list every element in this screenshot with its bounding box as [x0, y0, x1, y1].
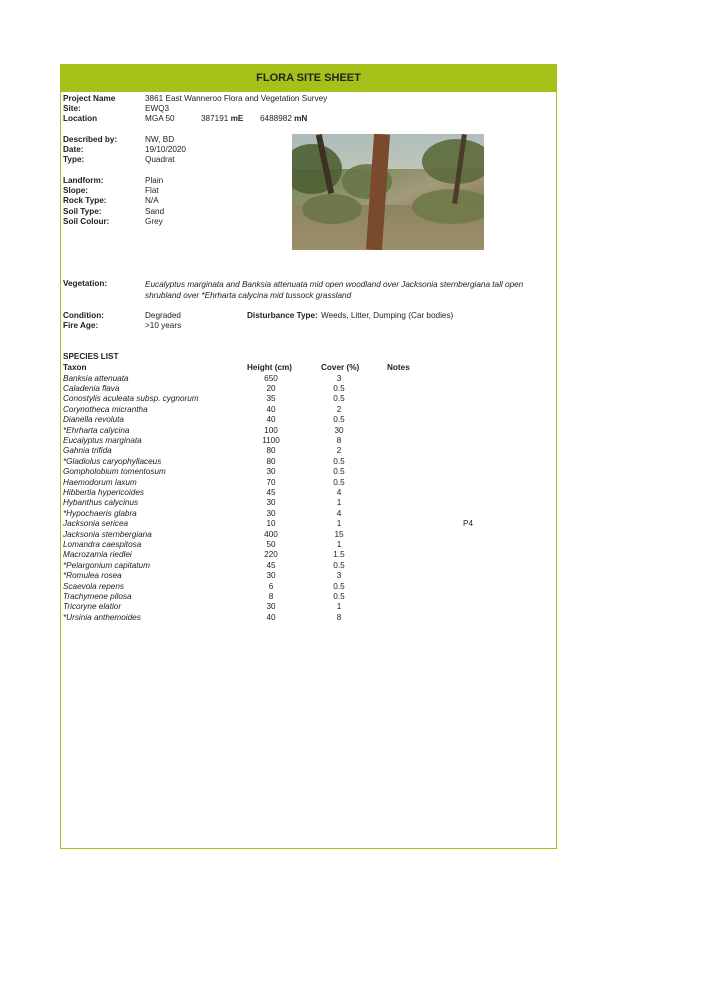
- taxon-cell: Tricoryne elatior: [63, 602, 122, 612]
- height-cell: 20: [266, 383, 276, 393]
- table-row: [61, 467, 556, 477]
- table-row: [61, 613, 556, 623]
- taxon-cell: Gompholobium tomentosum: [63, 467, 166, 477]
- described-by-label: Described by:: [63, 135, 118, 144]
- cover-cell: 2: [336, 404, 342, 414]
- height-cell: 80: [266, 446, 276, 456]
- cover-cell: 0.5: [333, 591, 345, 601]
- taxon-cell: Scaevola repens: [63, 581, 124, 591]
- table-row: [61, 519, 556, 529]
- date-label: Date:: [63, 145, 84, 154]
- height-cell: 35: [266, 394, 276, 404]
- taxon-cell: Banksia attenuata: [63, 373, 129, 383]
- cover-cell: 30: [334, 425, 344, 435]
- height-cell: 30: [266, 602, 276, 612]
- condition-label: Condition:: [63, 311, 104, 320]
- table-row: [61, 498, 556, 508]
- height-cell: 6: [268, 581, 274, 591]
- table-row: [61, 592, 556, 602]
- height-cell: 50: [266, 539, 276, 549]
- slope-value: Flat: [145, 186, 159, 195]
- slope-label: Slope:: [63, 186, 89, 195]
- cover-cell: 3: [336, 373, 342, 383]
- sheet-title: FLORA SITE SHEET: [61, 65, 556, 92]
- taxon-cell: Conostylis aculeata subsp. cygnorum: [63, 394, 199, 404]
- height-cell: 40: [266, 612, 276, 622]
- type-value: Quadrat: [145, 155, 175, 164]
- cover-cell: 1.5: [333, 550, 345, 560]
- taxon-cell: Lomandra caespitosa: [63, 539, 142, 549]
- cover-cell: 0.5: [333, 394, 345, 404]
- northing: 6488982 mN: [260, 114, 308, 123]
- cover-cell: 0.5: [333, 560, 345, 570]
- cover-cell: 2: [336, 446, 342, 456]
- height-cell: 45: [266, 487, 276, 497]
- project-name-label: Project Name: [63, 94, 116, 103]
- height-cell: 30: [266, 467, 276, 477]
- vegetation-description: Eucalyptus marginata and Banksia attenuata mid open woodland over Jacksonia sternbergiana tall open shrubland over *Ehrharta calycina mid tussock grassland: [145, 280, 524, 300]
- taxon-cell: *Gladiolus caryophyllaceus: [63, 456, 162, 466]
- table-row: [61, 530, 556, 540]
- soil-type-label: Soil Type:: [63, 207, 102, 216]
- notes-cell: P4: [463, 519, 474, 529]
- taxon-cell: Trachymene pilosa: [63, 591, 132, 601]
- cover-cell: 0.5: [333, 383, 345, 393]
- taxon-cell: Jacksonia sericea: [63, 519, 129, 529]
- site-photo: [292, 134, 484, 250]
- height-cell: 30: [266, 498, 276, 508]
- table-row: [61, 446, 556, 456]
- height-cell: 30: [266, 571, 276, 581]
- disturbance-value: Weeds, Litter, Dumping (Car bodies): [321, 311, 454, 320]
- col-height: Height (cm): [247, 363, 293, 372]
- vegetation-label: Vegetation:: [63, 279, 108, 288]
- easting: 387191 mE: [201, 114, 244, 123]
- cover-cell: 0.5: [333, 477, 345, 487]
- height-cell: 650: [264, 373, 278, 383]
- col-notes: Notes: [387, 363, 410, 372]
- col-cover: Cover (%): [321, 363, 360, 372]
- cover-cell: 0.5: [333, 581, 345, 591]
- table-row: [61, 478, 556, 488]
- height-cell: 100: [264, 425, 278, 435]
- site-value: EWQ3: [145, 104, 170, 113]
- height-cell: 40: [266, 404, 276, 414]
- soil-colour-label: Soil Colour:: [63, 217, 110, 226]
- location-label: Location: [63, 114, 98, 123]
- rock-type-label: Rock Type:: [63, 196, 107, 205]
- location-zone: MGA 50: [145, 114, 175, 123]
- condition-value: Degraded: [145, 311, 181, 320]
- table-row: [61, 405, 556, 415]
- table-row: [61, 509, 556, 519]
- date-value: 19/10/2020: [145, 145, 186, 154]
- table-row: [61, 374, 556, 384]
- table-row: [61, 540, 556, 550]
- table-row: [61, 457, 556, 467]
- taxon-cell: *Ehrharta calycina: [63, 425, 130, 435]
- taxon-cell: Hybanthus calycinus: [63, 498, 139, 508]
- taxon-cell: Corynotheca micrantha: [63, 404, 148, 414]
- height-cell: 30: [266, 508, 276, 518]
- cover-cell: 1: [336, 602, 342, 612]
- taxon-cell: Macrozamia riedlei: [63, 550, 132, 560]
- taxon-cell: Caladenia flava: [63, 383, 120, 393]
- taxon-cell: Gahnia trifida: [63, 446, 112, 456]
- taxon-cell: *Romulea rosea: [63, 571, 122, 581]
- landform-label: Landform:: [63, 176, 104, 185]
- taxon-cell: Eucalyptus marginata: [63, 435, 142, 445]
- taxon-cell: *Hypochaeris glabra: [63, 508, 137, 518]
- taxon-cell: Dianella revoluta: [63, 415, 124, 425]
- project-name: 3861 East Wanneroo Flora and Vegetation Survey: [145, 94, 328, 103]
- cover-cell: 0.5: [333, 467, 345, 477]
- table-row: [61, 384, 556, 394]
- height-cell: 400: [264, 529, 278, 539]
- height-cell: 10: [266, 519, 276, 529]
- taxon-cell: *Ursinia anthemoides: [63, 612, 141, 622]
- height-cell: 45: [266, 560, 276, 570]
- cover-cell: 1: [336, 519, 342, 529]
- table-row: [61, 415, 556, 425]
- rock-type-value: N/A: [145, 196, 159, 205]
- table-row: [61, 571, 556, 581]
- height-cell: 1100: [262, 435, 280, 445]
- taxon-cell: Haemodorum laxum: [63, 477, 137, 487]
- height-cell: 70: [266, 477, 276, 487]
- height-cell: 40: [266, 415, 276, 425]
- cover-cell: 15: [334, 529, 344, 539]
- cover-cell: 8: [336, 435, 342, 445]
- soil-colour-value: Grey: [145, 217, 163, 226]
- height-cell: 220: [264, 550, 278, 560]
- table-row: [61, 602, 556, 612]
- col-taxon: Taxon: [63, 363, 87, 372]
- type-label: Type:: [63, 155, 85, 164]
- cover-cell: 0.5: [333, 456, 345, 466]
- landform-value: Plain: [145, 176, 164, 185]
- table-row: [61, 582, 556, 592]
- fire-age-value: >10 years: [145, 321, 182, 330]
- table-row: [61, 426, 556, 436]
- table-row: [61, 550, 556, 560]
- height-cell: 8: [268, 591, 274, 601]
- cover-cell: 0.5: [333, 415, 345, 425]
- site-label: Site:: [63, 104, 81, 113]
- taxon-cell: Hibbertia hypericoides: [63, 487, 145, 497]
- table-row: [61, 488, 556, 498]
- cover-cell: 1: [336, 498, 342, 508]
- cover-cell: 3: [336, 571, 342, 581]
- fire-age-label: Fire Age:: [63, 321, 99, 330]
- cover-cell: 1: [336, 539, 342, 549]
- table-row: [61, 394, 556, 404]
- table-row: [61, 436, 556, 446]
- species-table-header: [61, 363, 556, 373]
- disturbance-label: Disturbance Type:: [247, 311, 318, 320]
- cover-cell: 4: [336, 508, 342, 518]
- species-list-heading: SPECIES LIST: [63, 352, 119, 361]
- table-row: [61, 561, 556, 571]
- flora-site-sheet: [60, 64, 557, 849]
- taxon-cell: *Pelargonium capitatum: [63, 560, 150, 570]
- taxon-cell: Jacksonia sternbergiana: [63, 529, 152, 539]
- cover-cell: 4: [336, 487, 342, 497]
- soil-type-value: Sand: [145, 207, 165, 216]
- cover-cell: 8: [336, 612, 342, 622]
- described-by: NW, BD: [145, 135, 175, 144]
- height-cell: 80: [266, 456, 276, 466]
